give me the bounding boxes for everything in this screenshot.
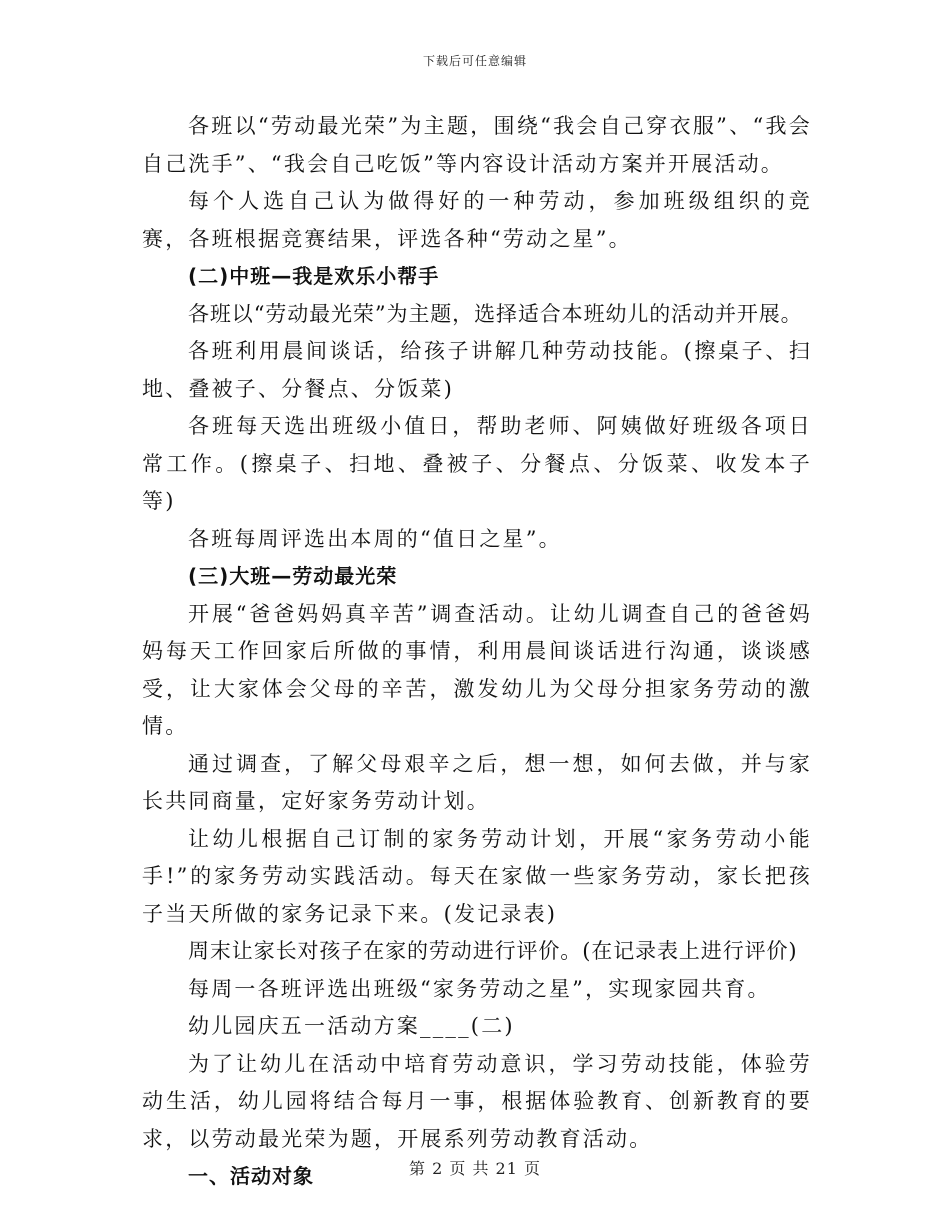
paragraph: 通过调查，了解父母艰辛之后，想一想，如何去做，并与家长共同商量，定好家务劳动计划。 [142, 751, 812, 813]
page-number: 第 2 页 共 21 页 [409, 1159, 541, 1178]
header-note: 下载后可任意编辑 [422, 54, 527, 68]
section-heading: (三)大班—劳动最光荣 [188, 564, 398, 588]
paragraph: 幼儿园庆五一活动方案____(二) [188, 1014, 515, 1038]
paragraph: 各班以“劳动最光荣”为主题，选择适合本班幼儿的活动并开展。 [188, 301, 803, 326]
paragraph: 各班以“劳动最光荣”为主题，围绕“我会自己穿衣服”、“我会自己洗手”、“我会自己吃饭”等内容设计活动方案并开展活动。 [142, 114, 812, 176]
section-heading: (二)中班—我是欢乐小帮手 [188, 264, 440, 288]
paragraph: 周末让家长对孩子在家的劳动进行评价。(在记录表上进行评价) [188, 939, 798, 963]
section-heading: 一、活动对象 [188, 1164, 314, 1188]
paragraph: 各班利用晨间谈话，给孩子讲解几种劳动技能。(擦桌子、扫地、叠被子、分餐点、分饭菜) [142, 339, 812, 401]
paragraph: 为了让幼儿在活动中培育劳动意识，学习劳动技能，体验劳动生活，幼儿园将结合每月一事，根据体验教育、创新教育的要求，以劳动最光荣为题，开展系列劳动教育活动。 [142, 1051, 812, 1151]
document-body [142, 108, 812, 1196]
paragraph: 各班每天选出班级小值日，帮助老师、阿姨做好班级各项日常工作。(擦桌子、扫地、叠被子、分餐点、分饭菜、收发本子等) [142, 414, 812, 513]
paragraph: 每周一各班评选出班级“家务劳动之星”，实现家园共育。 [188, 976, 771, 1001]
paragraph: 让幼儿根据自己订制的家务劳动计划，开展“家务劳动小能手!”的家务劳动实践活动。每天在家做一些家务劳动，家长把孩子当天所做的家务记录下来。(发记录表) [142, 826, 812, 926]
paragraph: 每个人选自己认为做得好的一种劳动，参加班级组织的竞赛，各班根据竞赛结果，评选各种“劳动之星”。 [142, 189, 812, 251]
paragraph: 各班每周评选出本周的“值日之星”。 [188, 526, 562, 551]
paragraph: 开展“爸爸妈妈真辛苦”调查活动。让幼儿调查自己的爸爸妈妈每天工作回家后所做的事情，利用晨间谈话进行沟通，谈谈感受，让大家体会父母的辛苦，激发幼儿为父母分担家务劳动的激情。 [142, 601, 812, 738]
